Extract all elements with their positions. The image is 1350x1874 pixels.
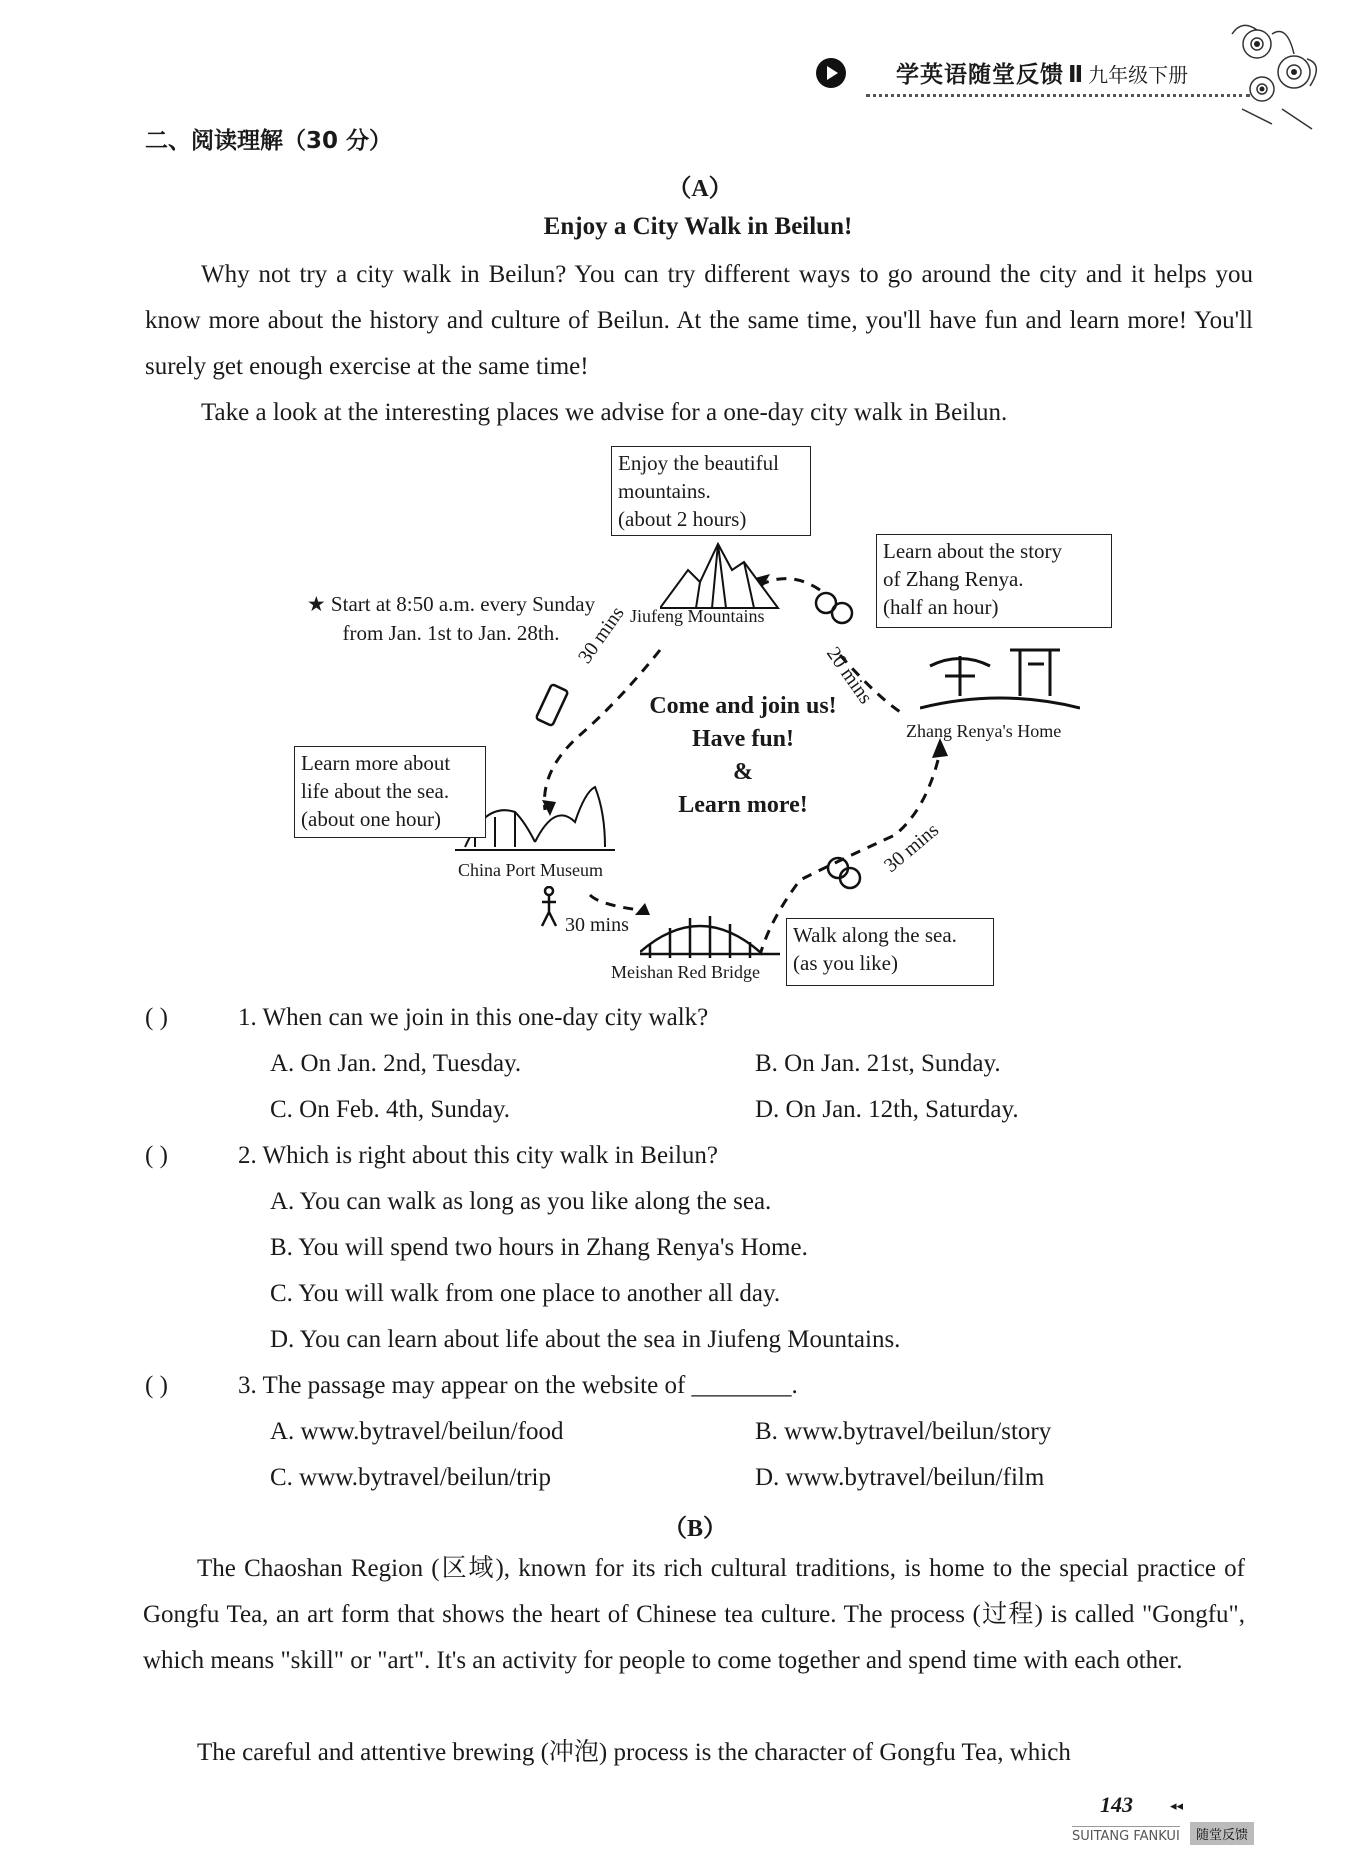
walking-person-icon	[538, 886, 560, 928]
center-slogan	[628, 690, 858, 822]
section-title: 二、阅读理解（30 分）	[145, 128, 393, 154]
passage-b-paragraph-1: The Chaoshan Region (区域), known for its rich cultural traditions, is home to the special practice of Gongfu Tea, an art form that shows the heart of Chinese tea culture. The process (过程) is called "Gongfu", which means "skill" or "art". It's an activity for people to come together and spend time with each other.	[143, 1555, 1245, 1674]
box-line: Enjoy the beautiful	[618, 451, 779, 475]
answer-bracket[interactable]: ( )	[145, 1142, 168, 1169]
museum-info-box	[294, 746, 486, 838]
box-line: (about one hour)	[301, 807, 441, 831]
place-label-bridge: Meishan Red Bridge	[611, 962, 760, 982]
box-line: Learn about the story	[883, 539, 1063, 563]
option-d[interactable]: D. You can learn about life about the sea in Jiufeng Mountains.	[270, 1326, 901, 1353]
slogan-line: Have fun!	[692, 726, 794, 752]
question-stem: 1. When can we join in this one-day city walk?	[238, 1004, 709, 1031]
slogan-line: Come and join us!	[649, 693, 837, 719]
start-info	[286, 590, 616, 648]
box-line: of Zhang Renya.	[883, 567, 1024, 591]
passage-a-title: Enjoy a City Walk in Beilun!	[543, 213, 853, 240]
slogan-line: Learn more!	[678, 792, 808, 818]
passage-a-paragraph-2: Take a look at the interesting places we advise for a one-day city walk in Beilun.	[201, 399, 1008, 426]
option-a[interactable]: A. You can walk as long as you like along the sea.	[270, 1188, 772, 1215]
answer-bracket[interactable]: ( )	[145, 1372, 168, 1399]
sea-walk-info-box	[786, 918, 994, 986]
bridge-icon	[640, 900, 780, 960]
passage-b-paragraph-2: The careful and attentive brewing (冲泡) process is the character of Gongfu Tea, which	[197, 1739, 1071, 1766]
question-stem: 2. Which is right about this city walk in Beilun?	[238, 1142, 719, 1169]
bike-icon-2	[822, 848, 866, 892]
box-line: mountains.	[618, 479, 711, 503]
mountain-icon	[660, 540, 780, 612]
place-label-jiufeng: Jiufeng Mountains	[630, 606, 765, 626]
place-label-museum: China Port Museum	[458, 860, 604, 880]
option-b[interactable]: B. You will spend two hours in Zhang Renya's Home.	[270, 1234, 808, 1261]
option-d[interactable]: D. On Jan. 12th, Saturday.	[755, 1096, 1019, 1123]
mins-label-left: 30 mins	[574, 602, 629, 668]
bike-icon	[812, 585, 856, 629]
option-a[interactable]: A. On Jan. 2nd, Tuesday.	[270, 1050, 522, 1077]
mountains-info-box	[611, 446, 811, 536]
footer-brand-badge: 随堂反馈	[1190, 1822, 1254, 1845]
answer-bracket[interactable]: ( )	[145, 1004, 168, 1031]
passage-a-label: （A）	[667, 176, 733, 202]
option-c[interactable]: C. www.bytravel/beilun/trip	[270, 1464, 551, 1491]
box-line: (half an hour)	[883, 595, 999, 619]
mins-label-right: 20 mins	[821, 643, 877, 708]
place-label-zhang-renya: Zhang Renya's Home	[906, 721, 1062, 741]
option-b[interactable]: B. On Jan. 21st, Sunday.	[755, 1050, 1001, 1077]
double-arrow-icon: ◂◂	[1170, 1798, 1184, 1813]
slogan-line: &	[733, 759, 753, 785]
mins-label-bottom-right: 30 mins	[880, 818, 944, 877]
passage-b-label: （B）	[662, 1516, 727, 1542]
box-line: life about the sea.	[301, 779, 450, 803]
box-line: Walk along the sea.	[793, 923, 957, 947]
zhang-renya-info-box	[876, 534, 1112, 628]
box-line: (as you like)	[793, 951, 898, 975]
option-c[interactable]: C. On Feb. 4th, Sunday.	[270, 1096, 511, 1123]
bus-icon	[535, 682, 575, 728]
option-a[interactable]: A. www.bytravel/beilun/food	[270, 1418, 564, 1445]
page-number: 143	[1100, 1792, 1133, 1817]
question-stem: 3. The passage may appear on the website of ________.	[238, 1372, 798, 1399]
box-line: Learn more about	[301, 751, 451, 775]
box-line: (about 2 hours)	[618, 507, 747, 531]
passage-a-paragraph-1: Why not try a city walk in Beilun? You can try different ways to go around the city and it helps you know more about the history and culture of Beilun. At the same time, you'll have fun and learn more! You'll surely get enough exercise at the same time!	[145, 261, 1253, 380]
option-d[interactable]: D. www.bytravel/beilun/film	[755, 1464, 1045, 1491]
start-line: ★ Start at 8:50 a.m. every Sunday	[306, 592, 596, 616]
book-title: 学英语随堂反馈 Ⅱ 九年级下册	[896, 62, 1189, 88]
house-icon	[920, 636, 1080, 716]
start-line: from Jan. 1st to Jan. 28th.	[342, 621, 560, 645]
footer-brand-en: SUITANG FANKUI	[1072, 1826, 1180, 1844]
option-b[interactable]: B. www.bytravel/beilun/story	[755, 1418, 1052, 1445]
option-c[interactable]: C. You will walk from one place to another all day.	[270, 1280, 781, 1307]
mins-label-bottom-left: 30 mins	[565, 914, 629, 936]
